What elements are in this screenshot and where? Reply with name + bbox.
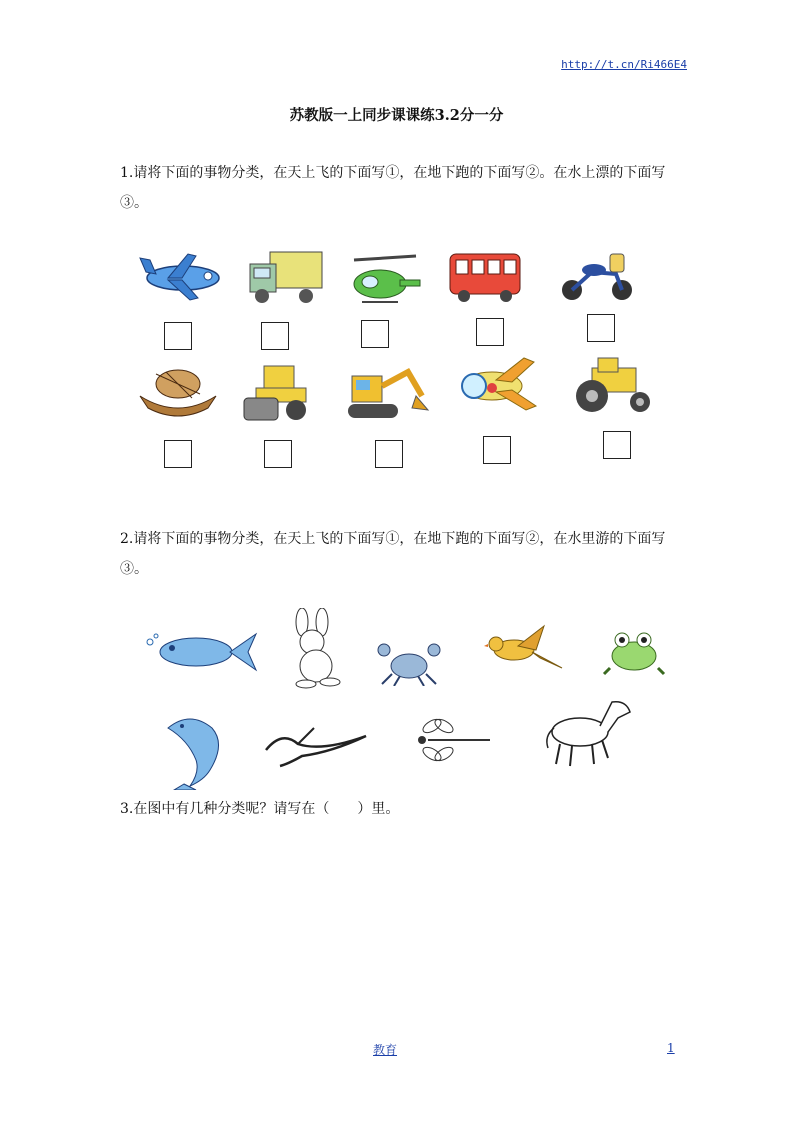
answer-box-jet[interactable] bbox=[483, 436, 511, 464]
frog-icon bbox=[602, 628, 668, 676]
answer-box-tractor[interactable] bbox=[603, 431, 631, 459]
bus-icon bbox=[446, 246, 526, 306]
question-3-text: 3.在图中有几种分类呢？请写在（ ）里。 bbox=[120, 801, 400, 817]
answer-box-motorcycle[interactable] bbox=[587, 314, 615, 342]
answer-box-road-roller[interactable] bbox=[264, 440, 292, 468]
answer-box-helicopter[interactable] bbox=[361, 320, 389, 348]
road-roller-icon bbox=[240, 362, 315, 426]
footer-link[interactable]: 教育 bbox=[373, 1043, 398, 1057]
bird-icon bbox=[484, 624, 564, 676]
answer-box-truck[interactable] bbox=[261, 322, 289, 350]
question-2-text: 2.请将下面的事物分类，在天上飞的下面写①，在地下跑的下面写②，在水里游的下面写③。 bbox=[120, 531, 666, 577]
truck-icon bbox=[246, 248, 326, 308]
dolphin-icon bbox=[160, 710, 232, 790]
rabbit-icon bbox=[280, 608, 354, 690]
answer-box-airplane[interactable] bbox=[164, 322, 192, 350]
answer-box-bus[interactable] bbox=[476, 318, 504, 346]
answer-box-boat[interactable] bbox=[164, 440, 192, 468]
answer-box-excavator[interactable] bbox=[375, 440, 403, 468]
horse-icon bbox=[542, 692, 636, 768]
dragonfly-icon bbox=[414, 712, 494, 768]
motorcycle-icon bbox=[558, 244, 638, 304]
airplane-icon bbox=[138, 244, 228, 304]
crab-icon bbox=[376, 640, 442, 686]
page-title: 苏教版一上同步课课练3.2分一分 bbox=[289, 107, 504, 124]
boat-icon bbox=[136, 364, 221, 424]
header-url-link[interactable]: http://t.cn/Ri466E4 bbox=[561, 58, 687, 71]
page-number: 1 bbox=[667, 1041, 675, 1055]
helicopter-icon bbox=[348, 250, 423, 310]
fish-icon bbox=[144, 626, 260, 676]
swallow-icon bbox=[262, 724, 372, 770]
excavator-icon bbox=[346, 362, 431, 426]
tractor-icon bbox=[570, 354, 660, 416]
question-1-text: 1.请将下面的事物分类，在天上飞的下面写①，在地下跑的下面写②。在水上漂的下面写③。 bbox=[120, 165, 666, 211]
jet-icon bbox=[446, 352, 546, 416]
